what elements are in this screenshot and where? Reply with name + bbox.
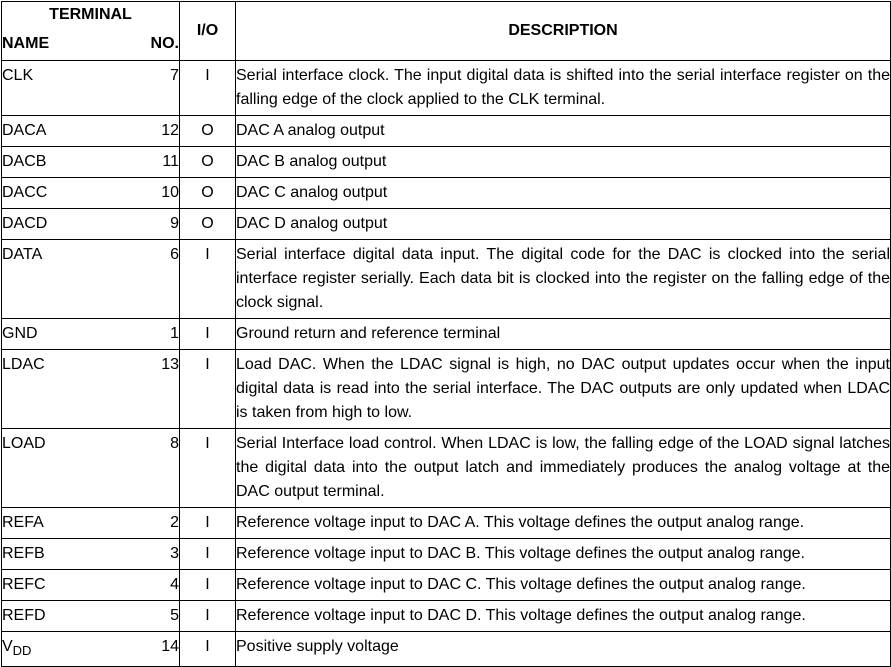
terminal-description: Serial interface digital data input. The digital code for the DAC is clocked into the serial interface register serially. Each data bit is clocked into the register on the falling edge of the clock signal. (236, 240, 891, 319)
terminal-functions-table (1, 1, 891, 667)
terminal-description: DAC D analog output (236, 209, 891, 240)
terminal-number: 14 (111, 632, 180, 667)
terminal-description: Serial Interface load control. When LDAC is low, the falling edge of the LOAD signal latches the digital data into the output latch and immediately produces the analog voltage at the DAC output terminal. (236, 429, 891, 508)
terminal-number: 1 (111, 319, 180, 350)
terminal-description: Load DAC. When the LDAC signal is high, no DAC output updates occur when the input digital data is read into the serial interface. The DAC outputs are only updated when LDAC is taken from high to low. (236, 350, 891, 429)
terminal-name: REFC (2, 570, 111, 601)
terminal-name: LDAC (2, 350, 111, 429)
terminal-io: I (180, 350, 236, 429)
table-row (2, 601, 891, 632)
terminal-number: 10 (111, 178, 180, 209)
terminal-io: I (180, 429, 236, 508)
terminal-io: O (180, 116, 236, 147)
header-no: NO. (111, 28, 180, 61)
terminal-number: 11 (111, 147, 180, 178)
terminal-name: REFB (2, 539, 111, 570)
table-row (2, 508, 891, 539)
terminal-name-subscript: DD (12, 643, 32, 658)
header-description: DESCRIPTION (236, 2, 891, 61)
table-row (2, 570, 891, 601)
terminal-name: DACC (2, 178, 111, 209)
terminal-number: 4 (111, 570, 180, 601)
header-terminal: TERMINAL (2, 2, 180, 29)
terminal-io: O (180, 147, 236, 178)
terminal-description: Reference voltage input to DAC B. This voltage defines the output analog range. (236, 539, 891, 570)
terminal-name: CLK (2, 61, 111, 116)
terminal-description: Reference voltage input to DAC C. This voltage defines the output analog range. (236, 570, 891, 601)
table-row (2, 61, 891, 116)
terminal-io: O (180, 209, 236, 240)
terminal-description: Serial interface clock. The input digital data is shifted into the serial interface register on the falling edge of the clock applied to the CLK terminal. (236, 61, 891, 116)
terminal-name: LOAD (2, 429, 111, 508)
terminal-io: I (180, 539, 236, 570)
terminal-io: I (180, 319, 236, 350)
table-row (2, 209, 891, 240)
terminal-description: Reference voltage input to DAC D. This voltage defines the output analog range. (236, 601, 891, 632)
terminal-name: DATA (2, 240, 111, 319)
terminal-number: 3 (111, 539, 180, 570)
terminal-name-base: V (2, 638, 13, 655)
terminal-description: Positive supply voltage (236, 632, 891, 667)
table-row (2, 350, 891, 429)
terminal-description: Reference voltage input to DAC A. This voltage defines the output analog range. (236, 508, 891, 539)
terminal-io: I (180, 570, 236, 601)
terminal-number: 2 (111, 508, 180, 539)
terminal-name: DACD (2, 209, 111, 240)
terminal-io: I (180, 240, 236, 319)
terminal-name: DACB (2, 147, 111, 178)
terminal-number: 12 (111, 116, 180, 147)
terminal-description: DAC C analog output (236, 178, 891, 209)
table-row (2, 539, 891, 570)
table-row (2, 429, 891, 508)
terminal-number: 6 (111, 240, 180, 319)
table-row (2, 632, 891, 667)
terminal-io: I (180, 61, 236, 116)
table-row (2, 178, 891, 209)
table-row (2, 116, 891, 147)
terminal-name (2, 632, 111, 667)
terminal-io: I (180, 632, 236, 667)
table-row (2, 240, 891, 319)
terminal-number: 13 (111, 350, 180, 429)
terminal-name: REFD (2, 601, 111, 632)
terminal-io: I (180, 508, 236, 539)
terminal-number: 9 (111, 209, 180, 240)
terminal-description: DAC B analog output (236, 147, 891, 178)
terminal-description: DAC A analog output (236, 116, 891, 147)
terminal-io: O (180, 178, 236, 209)
terminal-io: I (180, 601, 236, 632)
terminal-name: REFA (2, 508, 111, 539)
table-row (2, 319, 891, 350)
terminal-description: Ground return and reference terminal (236, 319, 891, 350)
terminal-number: 5 (111, 601, 180, 632)
terminal-name: GND (2, 319, 111, 350)
header-io: I/O (180, 2, 236, 61)
table-row (2, 147, 891, 178)
terminal-name: DACA (2, 116, 111, 147)
header-row (2, 2, 891, 29)
header-name: NAME (2, 28, 111, 61)
terminal-number: 8 (111, 429, 180, 508)
terminal-number: 7 (111, 61, 180, 116)
